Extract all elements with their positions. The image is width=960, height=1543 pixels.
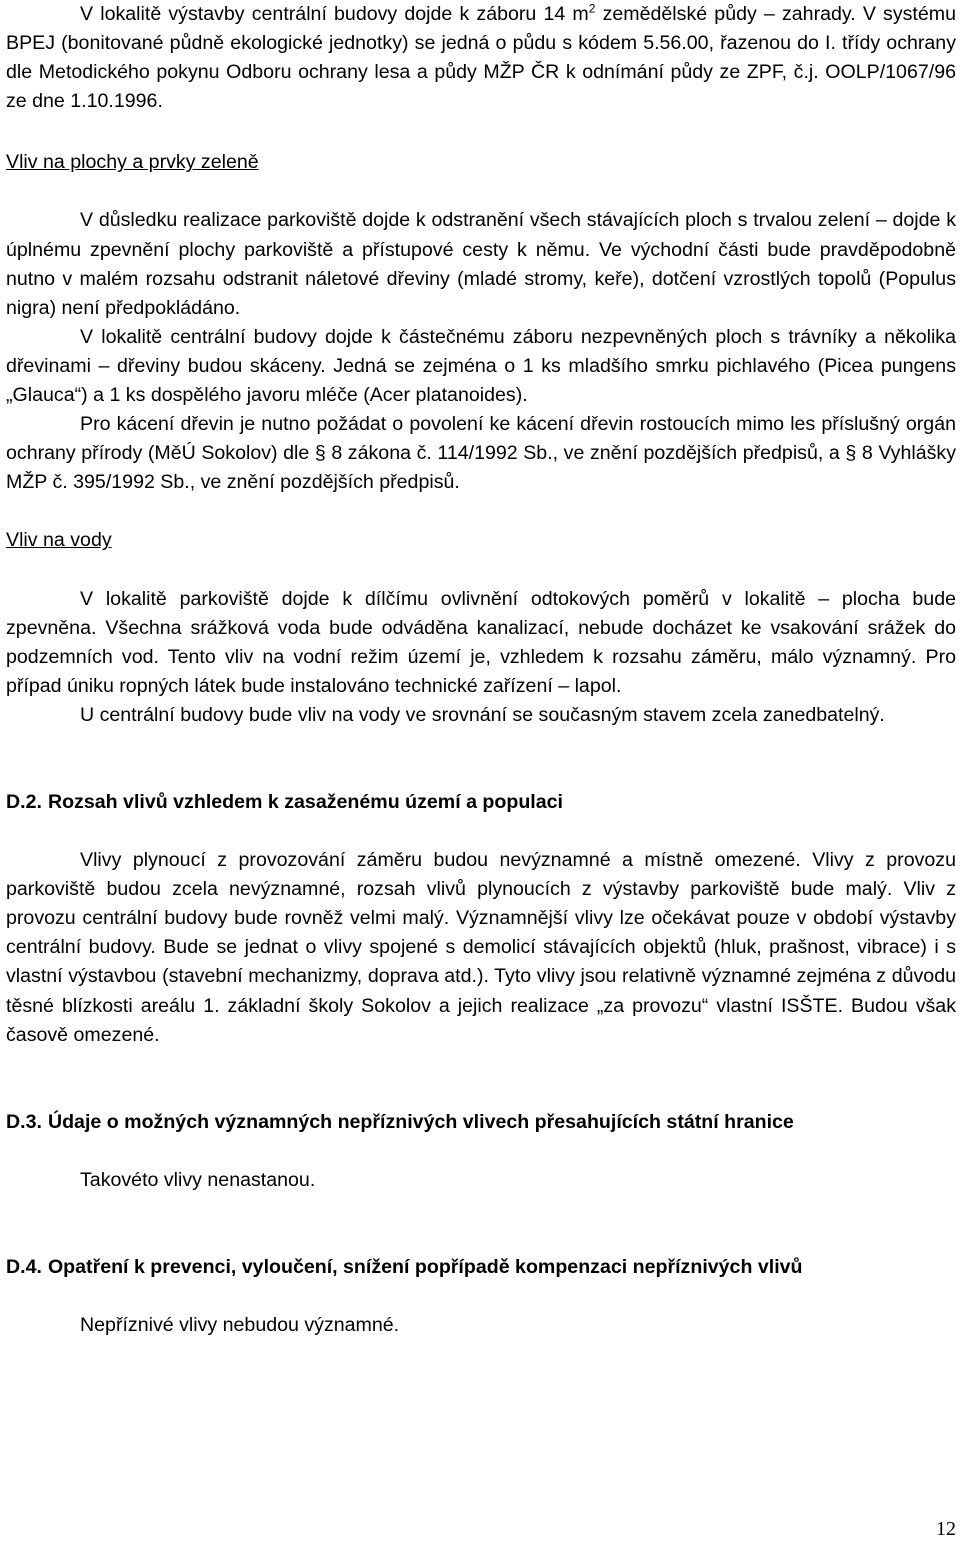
section-title-d2: Rozsah vlivů vzhledem k zasaženému území a populaci [47,790,563,813]
d2-paragraph: Vlivy plynoucí z provozování záměru budou nevýznamné a místně omezené. Vlivy z provozu parkoviště budou zcela nevýznamné, rozsah vlivů plynoucích z výstavby parkoviště bude malý. Vliv z provozu centrální budovy bude rovněž velmi malý. Významnější vlivy lze očekávat pouze v období výstavby centrální budovy. Bude se jednat o vlivy spojené s demolicí stávajících objektů (hluk, prašnost, vibrace) i s vlastní výstavbou (stavební mechanizmy, doprava atd.). Tyto vlivy jsou relativně významné zejména z důvodu těsné blízkosti areálu 1. základní školy Sokolov a jejich realizace „za provozu“ vlastní ISŠTE. Budou však časově omezené. [6,849,956,1046]
section-heading-d3 [6,1108,956,1137]
page-number: 12 [936,1518,956,1540]
vody-paragraph-2: U centrální budovy bude vliv na vody ve srovnání se současným stavem zcela zanedbatelný. [80,703,885,726]
section-heading-vody: Vliv na vody [6,529,112,552]
section-heading-d2 [6,788,956,817]
document-page [6,0,956,1340]
intro-text-part1: V lokalitě výstavby centrální budovy dojde k záboru 14 m [80,3,589,25]
section-title-d4: Opatření k prevenci, vyloučení, snížení popřípadě kompenzaci nepříznivých vlivů [47,1255,803,1278]
intro-paragraph [6,0,956,116]
superscript-two: 2 [588,1,596,16]
d4-paragraph: Nepříznivé vlivy nebudou významné. [80,1314,400,1336]
section-number-d3: D.3. [6,1110,42,1133]
section-title-d3: Údaje o možných významných nepříznivých vlivech přesahujících státní hranice [47,1110,794,1133]
zelen-paragraph-1: V důsledku realizace parkoviště dojde k odstranění všech stávajících ploch s trvalou zelení – dojde k úplnému zpevnění plochy parkoviště a přístupové cesty k němu. Ve východní části bude pravděpodobně nutno v malém rozsahu odstranit náletové dřeviny (mladé stromy, keře), dotčení vzrostlých topolů (Populus nigra) není předpokládáno. [6,209,956,319]
zelen-paragraph-2: V lokalitě centrální budovy dojde k částečnému záboru nezpevněných ploch s trávníky a několika dřevinami – dřeviny budou skáceny. Jedná se zejména o 1 ks mladšího smrku pichlavého (Picea pungens „Glauca“) a 1 ks dospělého javoru mléče (Acer platanoides). [6,325,956,407]
section-number-d4: D.4. [6,1255,42,1278]
section-number-d2: D.2. [6,790,42,813]
section-heading-d4 [6,1253,956,1282]
section-heading-zelen: Vliv na plochy a prvky zeleně [6,151,259,174]
intro-text-part2: zemědělské půdy – zahrady. V systému BPEJ (bonitované půdně ekologické jednotky) se jedná o půdu s kódem 5.56.00, řazenou do I. třídy ochrany dle Metodického pokynu Odboru ochrany lesa a půdy MŽP ČR k odnímání půdy ze ZPF, č.j. OOLP/1067/96 ze dne 1.10.1996. [6,3,956,113]
vody-paragraph-1: V lokalitě parkoviště dojde k dílčímu ovlivnění odtokových poměrů v lokalitě – plocha bude zpevněna. Všechna srážková voda bude odváděna kanalizací, nebude docházet ke vsakování srážek do podzemních vod. Tento vliv na vodní režim území je, vzhledem k rozsahu záměru, málo významný. Pro případ úniku ropných látek bude instalováno technické zařízení – lapol. [6,587,956,697]
d3-paragraph: Takovéto vlivy nenastanou. [80,1168,316,1191]
zelen-paragraph-3: Pro kácení dřevin je nutno požádat o povolení ke kácení dřevin rostoucích mimo les příslušný orgán ochrany přírody (MěÚ Sokolov) dle § 8 zákona č. 114/1992 Sb., ve znění pozdějších předpisů, a § 8 Vyhlášky MŽP č. 395/1992 Sb., ve znění pozdějších předpisů. [6,413,956,494]
